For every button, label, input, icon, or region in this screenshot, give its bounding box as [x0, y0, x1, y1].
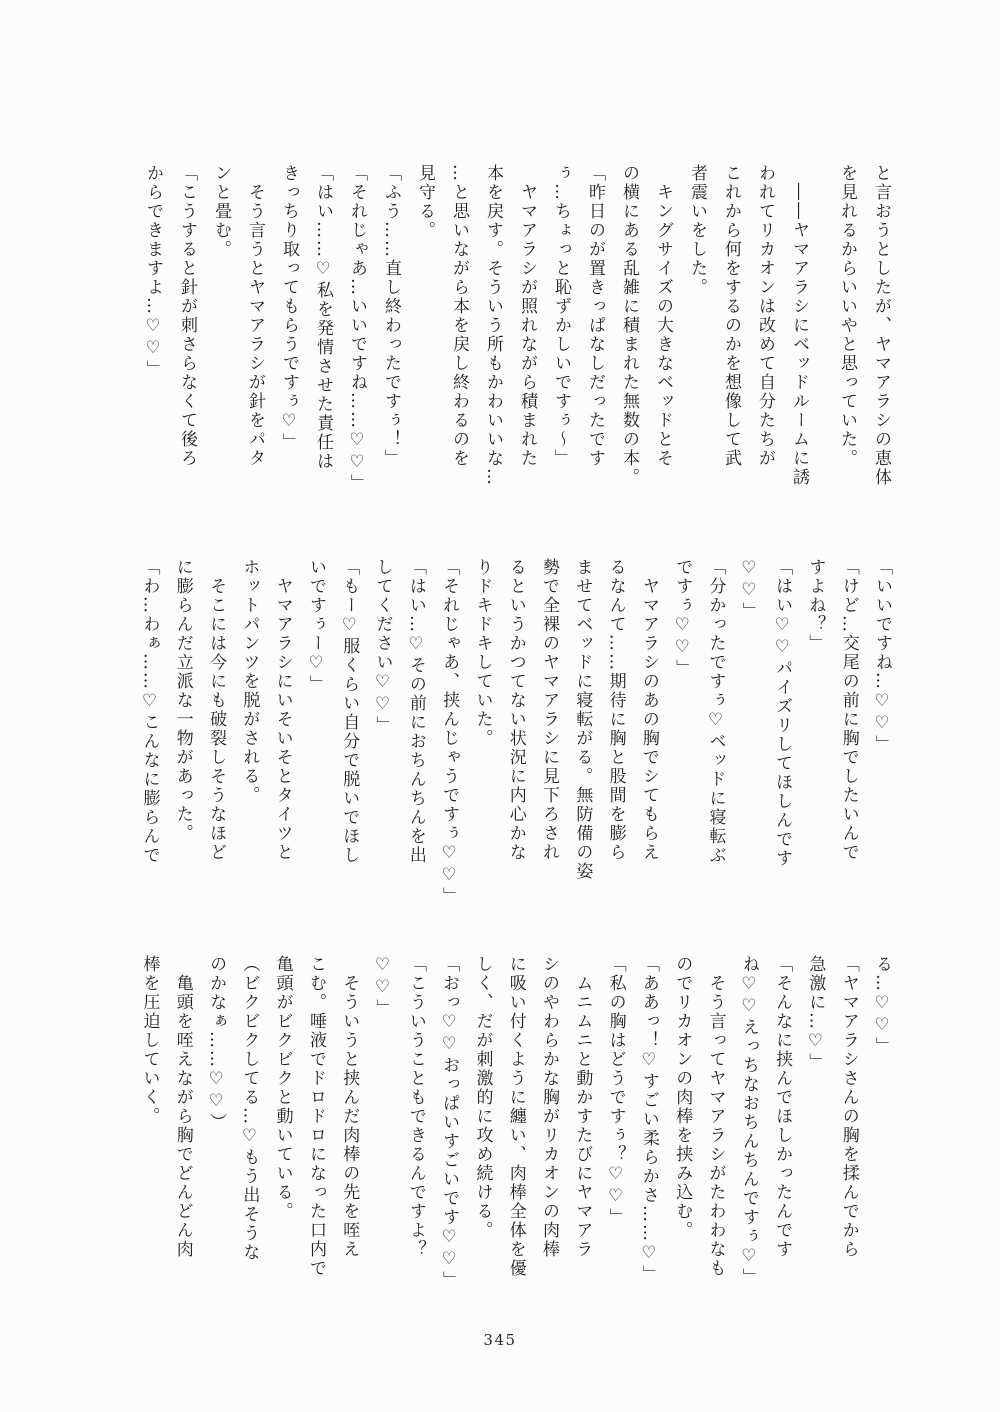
text-column: ホットパンツを脱がされる。 — [239, 558, 260, 805]
text-column: の横にある乱雑に積まれた無数の本。 — [619, 164, 639, 487]
text-column: 「はい……♡私を発情させた責任は — [313, 164, 333, 471]
text-column: 本を戻す。そういう所もかわいいな… — [483, 164, 503, 487]
text-column: 「ああっ！♡すごい柔らかさ……♡」 — [638, 955, 659, 1284]
text-column: 見守る。 — [415, 164, 435, 240]
text-column: 「私の胸はどうですぅ？♡♡」 — [605, 955, 626, 1227]
text-column: そう言ってヤマアラシがたわわなも — [705, 974, 726, 1278]
text-column: 「おっ♡♡おっぱいすごいです♡♡」 — [439, 955, 460, 1290]
text-column: 「けど…交尾の前に胸でしたいんで — [838, 558, 859, 862]
text-column: 「それじゃあ…いいですね……♡♡」 — [347, 164, 367, 493]
text-column: （ビクビクしてる…♡もう出そうな — [239, 955, 260, 1262]
text-column: ですぅ♡♡」 — [672, 558, 693, 678]
text-column: 「はい…♡その前におちんちんを出 — [405, 558, 426, 865]
page-number: 345 — [483, 1331, 517, 1349]
text-column: 勢で全裸のヤマアラシに見下ろされ — [539, 558, 560, 862]
text-column: 亀頭を咥えながら胸でどんどん肉 — [172, 974, 193, 1259]
text-column: 「分かったですぅ♡ベッドに寝転ぶ — [705, 558, 726, 865]
text-band-top — [136, 164, 898, 508]
text-band-middle — [132, 558, 898, 906]
text-band-bottom — [132, 955, 898, 1303]
text-column: ムニムニと動かすたびにヤマアラ — [572, 974, 593, 1259]
text-column: そういうと挟んだ肉棒の先を咥え — [339, 974, 360, 1259]
text-column: 「もー♡服くらい自分で脱いでほし — [339, 558, 360, 865]
text-column: ヤマアラシのあの胸でシてもらえ — [638, 577, 659, 862]
text-column: ませてベッドに寝転がる。無防備の姿 — [572, 558, 593, 881]
text-column: ♡♡」 — [738, 558, 759, 621]
text-column: 「そんなに挟んでほしかったんです — [772, 955, 793, 1259]
text-column: に膨らんだ立派な一物があった。 — [172, 558, 193, 843]
text-column: ――ヤマアラシにベッドルームに誘 — [789, 183, 809, 487]
text-column: ぅ…ちょっと恥ずかしいですぅ～」 — [551, 164, 571, 468]
text-column: そこには今にも破裂しそうなほど — [206, 577, 227, 862]
text-column: 「それじゃあ、挟んじゃうですぅ♡♡」 — [439, 558, 460, 906]
text-column: 「昨日のが置きっぱなしだったです — [585, 164, 605, 468]
text-column: してください♡♡」 — [372, 558, 393, 735]
text-column: ヤマアラシが照れながら積まれた — [517, 183, 537, 468]
text-column: 者震いをした。 — [687, 164, 707, 297]
text-column: 「はい♡♡パイズリしてほしんです — [772, 558, 793, 868]
text-column: 「ふう……直し終わったですぅ！」 — [381, 164, 401, 468]
text-column: のかなぁ……♡♡） — [206, 955, 227, 1132]
text-column: からできますよ…♡♡」 — [143, 164, 163, 379]
text-column: ヤマアラシにいそいそとタイツと — [272, 577, 293, 862]
text-column: に吸い付くように纏い、肉棒全体を優 — [505, 955, 526, 1278]
text-column: を見れるからいいやと思っていた。 — [837, 164, 857, 468]
text-column: これから何をするのかを想像して武 — [721, 164, 741, 468]
text-column: るなんて……期待に胸と股間を膨ら — [605, 558, 626, 862]
text-column: 「こうすると針が刺さらなくて後ろ — [177, 164, 197, 468]
text-column: 「こういうこともできるんですよ？ — [405, 955, 426, 1259]
text-column: 「ヤマアラシさんの胸を揉んでから — [838, 955, 859, 1259]
text-column: ね♡♡えっちなおちんちんですぅ♡」 — [738, 955, 759, 1287]
text-column: キングサイズの大きなベッドとそ — [653, 183, 673, 468]
text-column: きっちり取ってもらうですぅ♡」 — [279, 164, 299, 452]
text-column: 「わ…わぁ……♡こんなに膨らんで — [139, 558, 160, 865]
text-column: すよね？」 — [805, 558, 826, 653]
text-column: るというかつてない状況に内心かな — [505, 558, 526, 862]
text-column: 急激に…♡」 — [805, 955, 826, 1072]
text-column: そう言うとヤマアラシが針をパタ — [245, 183, 265, 468]
text-column: 棒を圧迫していく。 — [139, 955, 160, 1126]
text-column: こむ。唾液でドロドロになった口内で — [305, 955, 326, 1278]
text-column: いですぅー♡」 — [305, 558, 326, 694]
text-column: シのやわらかな胸がリカオンの肉棒 — [539, 955, 560, 1259]
text-column: ♡♡」 — [372, 955, 393, 1018]
text-column: 亀頭がビクビクと動いている。 — [272, 955, 293, 1221]
text-column: のでリカオンの肉棒を挟み込む。 — [672, 955, 693, 1240]
text-column: しく、だが刺激的に攻め続ける。 — [472, 955, 493, 1240]
text-column: われてリカオンは改めて自分たちが — [755, 164, 775, 468]
text-column: と言おうとしたが、ヤマアラシの恵体 — [871, 164, 891, 487]
text-column: ンと畳む。 — [211, 164, 231, 259]
text-column: る…♡♡」 — [872, 955, 892, 1056]
text-column: …と思いながら本を戻し終わるのを — [449, 164, 469, 468]
text-column: りドキドキしていた。 — [472, 558, 493, 748]
text-column: 「いいですね…♡♡」 — [872, 558, 892, 754]
